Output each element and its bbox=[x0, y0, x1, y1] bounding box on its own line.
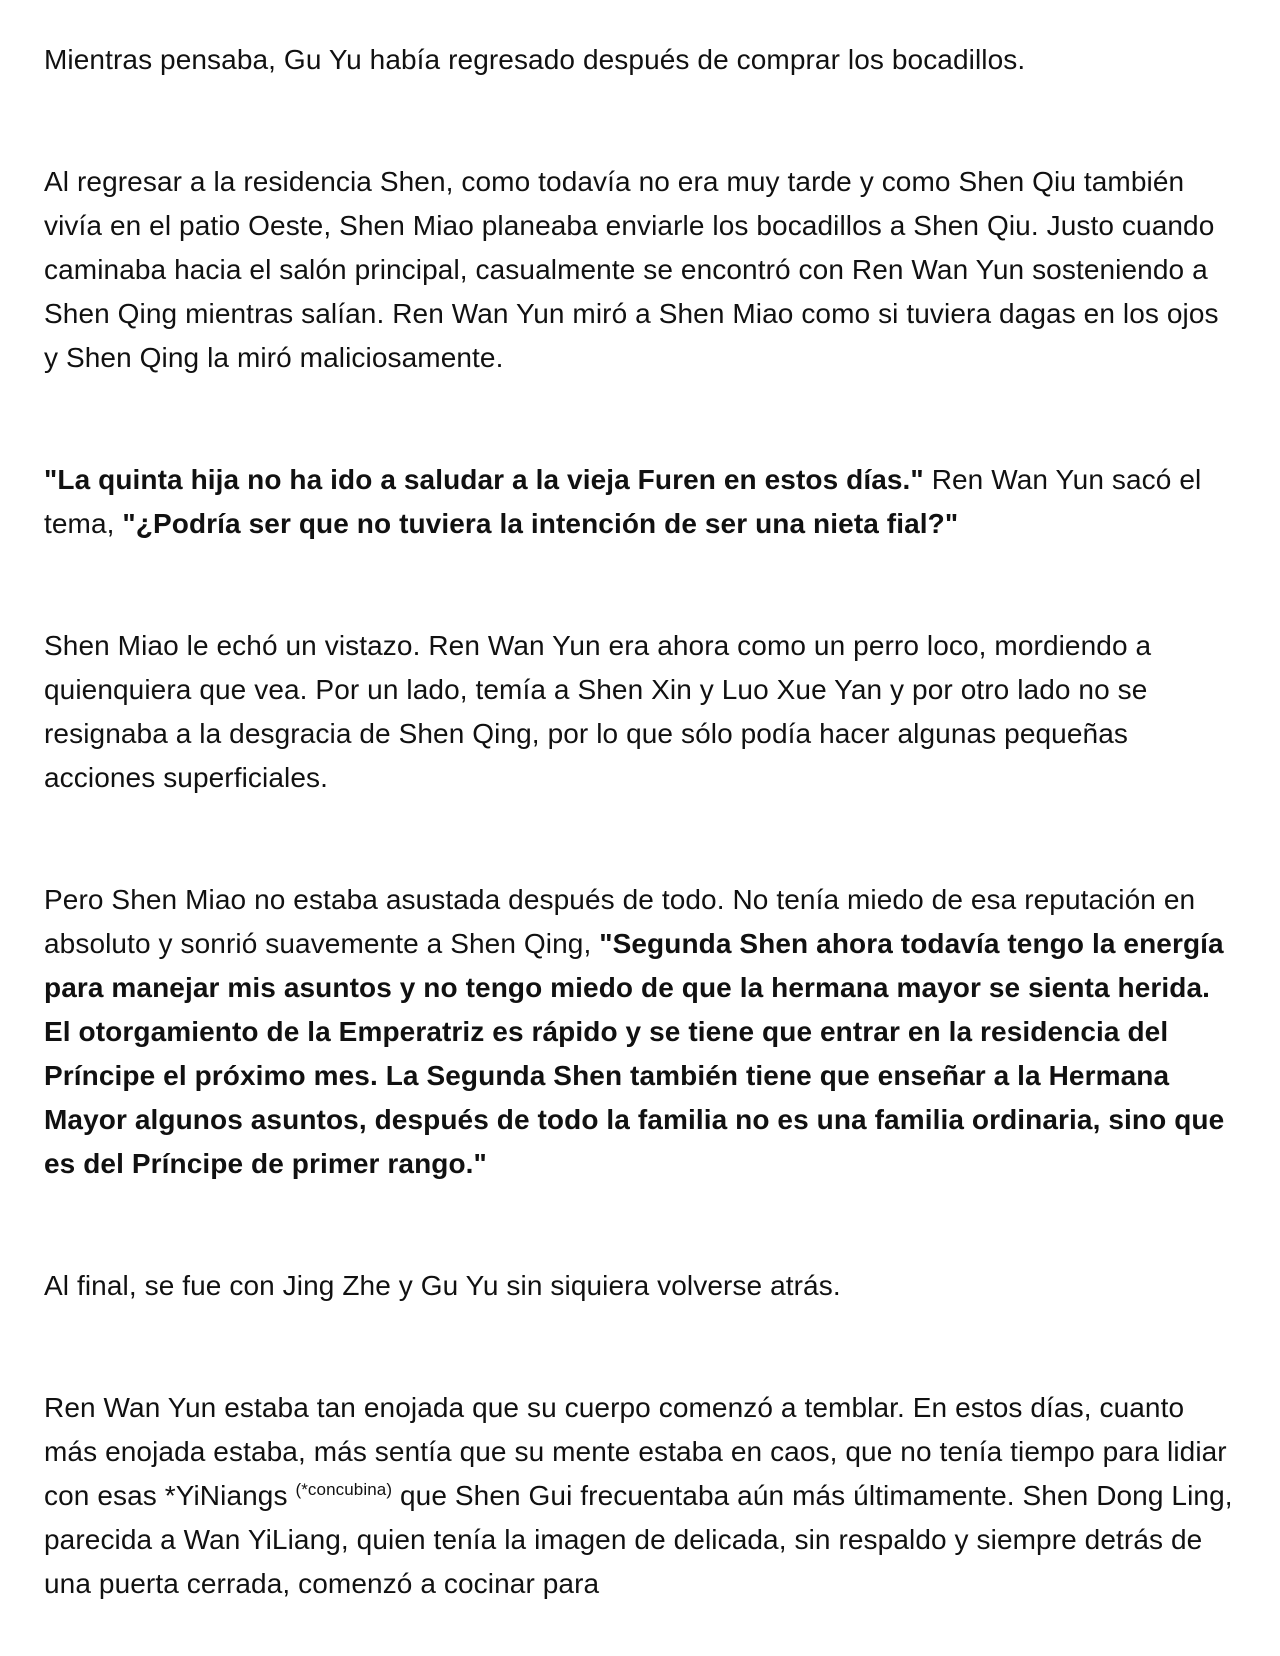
paragraph-6-text: Al final, se fue con Jing Zhe y Gu Yu sin siquiera volverse atrás. bbox=[44, 1270, 841, 1301]
paragraph-gap bbox=[44, 1308, 1234, 1386]
paragraph-6 bbox=[44, 1264, 1234, 1308]
dialogue-quote: "¿Podría ser que no tuviera la intención de ser una nieta fial?" bbox=[122, 508, 959, 539]
paragraph-gap bbox=[44, 546, 1234, 624]
paragraph-gap bbox=[44, 1186, 1234, 1264]
document-page bbox=[44, 38, 1234, 1606]
paragraph-7-text-before: Ren Wan Yun estaba tan enojada que su cuerpo comenzó a temblar. En estos días, cuanto más enojada estaba, más sentía que su mente estaba en caos, que no tenía tiempo para lidiar con esas *YiNiangs bbox=[44, 1392, 1227, 1511]
paragraph-5 bbox=[44, 878, 1234, 1186]
paragraph-3 bbox=[44, 458, 1234, 546]
dialogue-quote: "Segunda Shen ahora todavía tengo la energía para manejar mis asuntos y no tengo miedo de que la hermana mayor se sienta herida. El otorgamiento de la Emperatriz es rápido y se tiene que entrar en la residencia del Príncipe el próximo mes. La Segunda Shen también tiene que enseñar a la Hermana Mayor algunos asuntos, después de todo la familia no es una familia ordinaria, sino que es del Príncipe de primer rango." bbox=[44, 928, 1225, 1179]
paragraph-7 bbox=[44, 1386, 1234, 1606]
footnote-superscript: (*concubina) bbox=[295, 1480, 393, 1499]
paragraph-7-text-after: que Shen Gui frecuentaba aún más últimamente. Shen Dong Ling, parecida a Wan YiLiang, quien tenía la imagen de delicada, sin respaldo y siempre detrás de una puerta cerrada, comenzó a cocinar para bbox=[44, 1480, 1233, 1599]
paragraph-2 bbox=[44, 160, 1234, 380]
paragraph-gap bbox=[44, 82, 1234, 160]
paragraph-1 bbox=[44, 38, 1234, 82]
dialogue-quote: "La quinta hija no ha ido a saludar a la vieja Furen en estos días." bbox=[44, 464, 924, 495]
paragraph-4-text: Shen Miao le echó un vistazo. Ren Wan Yun era ahora como un perro loco, mordiendo a quienquiera que vea. Por un lado, temía a Shen Xin y Luo Xue Yan y por otro lado no se resignaba a la desgracia de Shen Qing, por lo que sólo podía hacer algunas pequeñas acciones superficiales. bbox=[44, 630, 1152, 793]
paragraph-2-text: Al regresar a la residencia Shen, como todavía no era muy tarde y como Shen Qiu también vivía en el patio Oeste, Shen Miao planeaba enviarle los bocadillos a Shen Qiu. Justo cuando caminaba hacia el salón principal, casualmente se encontró con Ren Wan Yun sosteniendo a Shen Qing mientras salían. Ren Wan Yun miró a Shen Miao como si tuviera dagas en los ojos y Shen Qing la miró maliciosamente. bbox=[44, 166, 1219, 373]
paragraph-4 bbox=[44, 624, 1234, 800]
paragraph-1-text: Mientras pensaba, Gu Yu había regresado después de comprar los bocadillos. bbox=[44, 44, 1026, 75]
narration-text: Pero Shen Miao no estaba asustada después de todo. No tenía miedo de esa reputación en absoluto y sonrió suavemente a Shen Qing, bbox=[44, 884, 1196, 959]
narration-text: Ren Wan Yun sacó el tema, bbox=[44, 464, 1202, 539]
paragraph-gap bbox=[44, 380, 1234, 458]
paragraph-gap bbox=[44, 800, 1234, 878]
